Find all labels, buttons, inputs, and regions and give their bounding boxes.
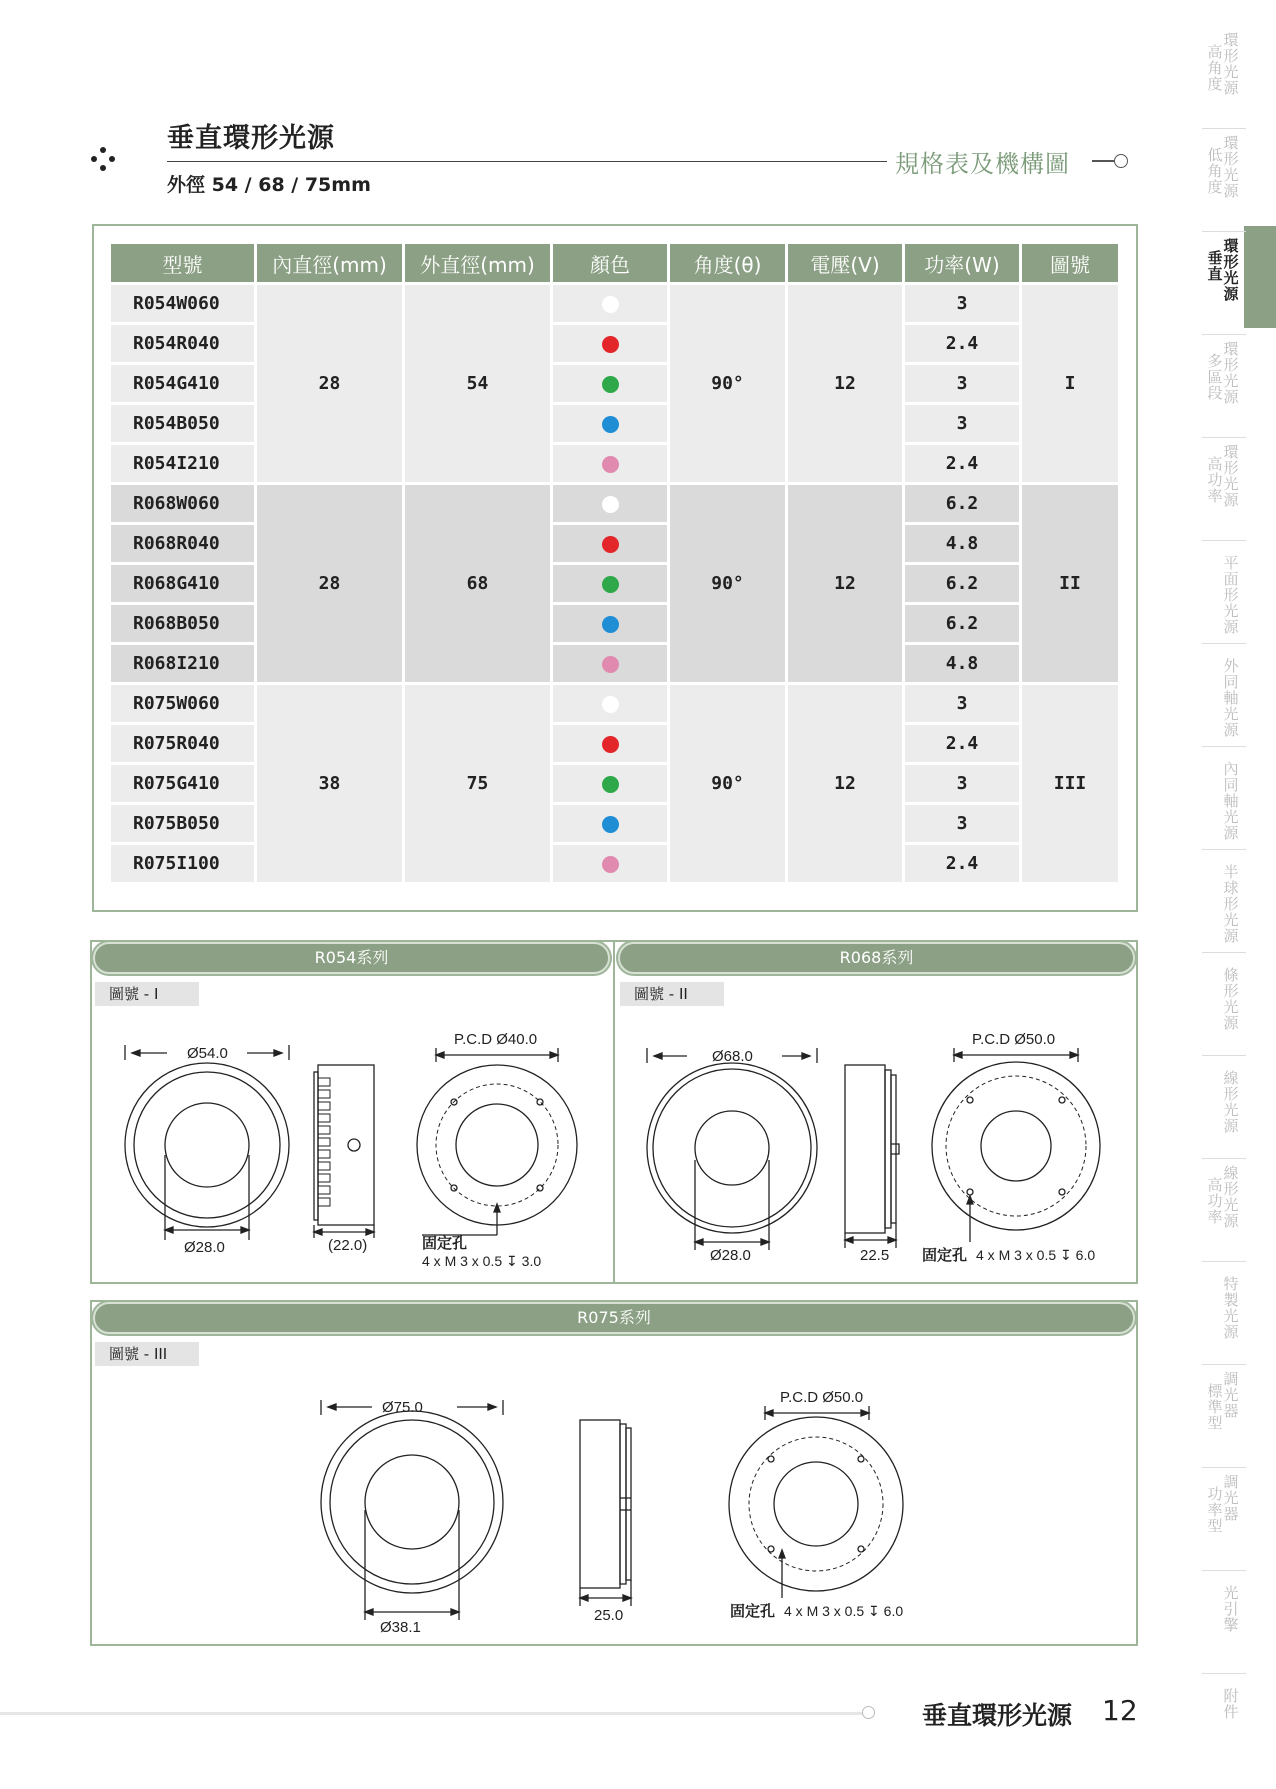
cell-power: 2.4 bbox=[905, 445, 1019, 482]
r054-back-ring bbox=[417, 1065, 577, 1225]
bullet-dots-icon bbox=[90, 146, 120, 176]
drawing-r068 bbox=[617, 1020, 1135, 1282]
color-dot-icon bbox=[602, 696, 619, 713]
cell-color bbox=[553, 605, 667, 642]
col-header-figure: 圖號 bbox=[1022, 244, 1118, 282]
cell-model: R075G410 bbox=[111, 765, 254, 802]
r075-outer-ring bbox=[321, 1411, 503, 1593]
tab-separator bbox=[1202, 643, 1246, 644]
tab-separator bbox=[1202, 334, 1246, 335]
figure-label-i: 圖號 - I bbox=[95, 982, 199, 1006]
tab-label-line: 標準型 bbox=[1207, 1382, 1223, 1432]
color-dot-icon bbox=[602, 416, 619, 433]
footer-dot-icon bbox=[862, 1706, 875, 1719]
cell-color bbox=[553, 325, 667, 362]
r075-outer-dim: Ø75.0 bbox=[382, 1399, 423, 1416]
cell-figure: III bbox=[1022, 685, 1118, 882]
col-header-power: 功率(W) bbox=[905, 244, 1019, 282]
cell-model: R075W060 bbox=[111, 685, 254, 722]
col-header-model: 型號 bbox=[111, 244, 254, 282]
cell-inner-diameter: 38 bbox=[257, 685, 402, 882]
tab-label-line: 外同軸光源 bbox=[1223, 657, 1239, 739]
footer-rule bbox=[0, 1712, 862, 1715]
cell-color bbox=[553, 285, 667, 322]
r068-side-dim: 22.5 bbox=[860, 1247, 890, 1264]
cell-color bbox=[553, 645, 667, 682]
cell-voltage: 12 bbox=[788, 685, 902, 882]
r068-outer-dim: Ø68.0 bbox=[712, 1048, 753, 1065]
r068-back-ring bbox=[932, 1062, 1100, 1230]
cell-model: R054G410 bbox=[111, 365, 254, 402]
cell-model: R075B050 bbox=[111, 805, 254, 842]
cell-model: R068W060 bbox=[111, 485, 254, 522]
tab-category-7[interactable] bbox=[1196, 753, 1268, 843]
section-rule bbox=[1092, 160, 1114, 162]
cell-model: R054W060 bbox=[111, 285, 254, 322]
cell-power: 3 bbox=[905, 285, 1019, 322]
col-header-inner: 內直徑(mm) bbox=[257, 244, 402, 282]
color-dot-icon bbox=[602, 496, 619, 513]
tab-separator bbox=[1202, 1261, 1246, 1262]
tab-label-line: 特製光源 bbox=[1223, 1275, 1239, 1341]
r075-back-ring bbox=[729, 1417, 903, 1591]
tab-category-1[interactable] bbox=[1196, 135, 1268, 225]
cell-power: 2.4 bbox=[905, 845, 1019, 882]
series-bar-r068: R068系列 bbox=[618, 942, 1135, 974]
cell-power: 2.4 bbox=[905, 325, 1019, 362]
cell-outer-diameter: 75 bbox=[405, 685, 550, 882]
tab-category-10[interactable] bbox=[1196, 1062, 1268, 1152]
tab-separator bbox=[1202, 540, 1246, 541]
col-header-voltage: 電壓(V) bbox=[788, 244, 902, 282]
r068-inner-ring bbox=[695, 1111, 769, 1185]
cell-power: 4.8 bbox=[905, 645, 1019, 682]
r075-hole-label: 固定孔 bbox=[730, 1603, 776, 1620]
r068-inner-dim: Ø28.0 bbox=[710, 1247, 751, 1264]
cell-color bbox=[553, 765, 667, 802]
color-dot-icon bbox=[602, 536, 619, 553]
r075-inner-dim: Ø38.1 bbox=[380, 1619, 421, 1636]
category-tabs bbox=[1196, 30, 1276, 1770]
page-subtitle: 外徑 54 / 68 / 75mm bbox=[167, 174, 371, 196]
tab-category-8[interactable] bbox=[1196, 856, 1268, 946]
tab-category-3[interactable] bbox=[1196, 341, 1268, 431]
col-header-color: 顏色 bbox=[553, 244, 667, 282]
r075-inner-ring bbox=[365, 1455, 459, 1549]
cell-model: R068B050 bbox=[111, 605, 254, 642]
series-bar-r054: R054系列 bbox=[93, 942, 610, 974]
tab-label-line: 調光器 bbox=[1223, 1473, 1239, 1523]
tab-category-9[interactable] bbox=[1196, 959, 1268, 1049]
tab-category-4[interactable] bbox=[1196, 444, 1268, 534]
cell-angle: 90° bbox=[670, 485, 785, 682]
tab-category-6[interactable] bbox=[1196, 650, 1268, 740]
tab-label-line: 線形光源 bbox=[1223, 1069, 1239, 1135]
table-row bbox=[111, 485, 1118, 522]
tab-category-12[interactable] bbox=[1196, 1268, 1268, 1358]
panel-divider bbox=[613, 940, 615, 1284]
tab-category-11[interactable] bbox=[1196, 1165, 1268, 1255]
cell-power: 2.4 bbox=[905, 725, 1019, 762]
tab-label-line: 高角度 bbox=[1207, 43, 1223, 93]
tab-separator bbox=[1202, 1467, 1246, 1468]
tab-separator bbox=[1202, 231, 1246, 232]
table-row bbox=[111, 285, 1118, 322]
r054-hole-spec: 4 x M 3 x 0.5 ↧ 3.0 bbox=[422, 1253, 542, 1269]
table-row bbox=[111, 685, 1118, 722]
tab-category-2[interactable] bbox=[1196, 238, 1268, 328]
r054-outer-ring bbox=[125, 1063, 289, 1227]
tab-label-line: 高功率 bbox=[1207, 1176, 1223, 1226]
color-dot-icon bbox=[602, 616, 619, 633]
tab-separator bbox=[1202, 1055, 1246, 1056]
r068-pcd: P.C.D Ø50.0 bbox=[972, 1031, 1056, 1048]
cell-model: R075I100 bbox=[111, 845, 254, 882]
r054-side-body bbox=[318, 1065, 374, 1225]
color-dot-icon bbox=[602, 336, 619, 353]
r068-hole-spec: 4 x M 3 x 0.5 ↧ 6.0 bbox=[976, 1247, 1096, 1263]
color-dot-icon bbox=[602, 856, 619, 873]
r054-pcd: P.C.D Ø40.0 bbox=[454, 1031, 538, 1048]
drawing-r075 bbox=[92, 1380, 1136, 1644]
tab-label-line: 光引擎 bbox=[1223, 1584, 1239, 1634]
tab-label-line: 平面形光源 bbox=[1223, 554, 1239, 636]
tab-label-line: 高功率 bbox=[1207, 455, 1223, 505]
cell-power: 3 bbox=[905, 805, 1019, 842]
cell-color bbox=[553, 565, 667, 602]
color-dot-icon bbox=[602, 776, 619, 793]
color-dot-icon bbox=[602, 816, 619, 833]
drawing-r054 bbox=[92, 1020, 612, 1282]
r075-pcd: P.C.D Ø50.0 bbox=[780, 1389, 864, 1406]
tab-label-line: 垂直 bbox=[1207, 249, 1223, 283]
r068-side-body bbox=[845, 1065, 885, 1233]
cell-power: 3 bbox=[905, 765, 1019, 802]
header-rule bbox=[167, 161, 887, 162]
tab-label-line: 多區段 bbox=[1207, 352, 1223, 402]
section-dot-icon bbox=[1114, 154, 1128, 168]
cell-model: R054I210 bbox=[111, 445, 254, 482]
tab-label-line: 功率型 bbox=[1207, 1485, 1223, 1535]
tab-category-5[interactable] bbox=[1196, 547, 1268, 637]
tab-label-line: 附件 bbox=[1223, 1687, 1239, 1721]
cell-color bbox=[553, 525, 667, 562]
tab-label-line: 環形光源 bbox=[1223, 340, 1239, 406]
cell-model: R054B050 bbox=[111, 405, 254, 442]
cell-power: 6.2 bbox=[905, 485, 1019, 522]
cell-model: R068I210 bbox=[111, 645, 254, 682]
cell-power: 4.8 bbox=[905, 525, 1019, 562]
cell-model: R068R040 bbox=[111, 525, 254, 562]
color-dot-icon bbox=[602, 656, 619, 673]
color-dot-icon bbox=[602, 376, 619, 393]
r068-hole-label: 固定孔 bbox=[922, 1247, 968, 1264]
tab-label-line: 內同軸光源 bbox=[1223, 760, 1239, 842]
tab-separator bbox=[1202, 1364, 1246, 1365]
cell-figure: II bbox=[1022, 485, 1118, 682]
color-dot-icon bbox=[602, 576, 619, 593]
tab-separator bbox=[1202, 1158, 1246, 1159]
tab-separator bbox=[1202, 1570, 1246, 1571]
cell-color bbox=[553, 685, 667, 722]
r054-inner-ring bbox=[165, 1103, 249, 1187]
cell-inner-diameter: 28 bbox=[257, 285, 402, 482]
figure-label-iii: 圖號 - III bbox=[95, 1342, 199, 1366]
tab-label-line: 線形光源 bbox=[1223, 1164, 1239, 1230]
cell-power: 3 bbox=[905, 405, 1019, 442]
tab-category-16[interactable] bbox=[1196, 1680, 1268, 1770]
color-dot-icon bbox=[602, 456, 619, 473]
tab-separator bbox=[1202, 849, 1246, 850]
cell-figure: I bbox=[1022, 285, 1118, 482]
page-number: 12 bbox=[1102, 1694, 1138, 1727]
r075-side-dim: 25.0 bbox=[594, 1607, 624, 1624]
cell-outer-diameter: 68 bbox=[405, 485, 550, 682]
cell-power: 3 bbox=[905, 685, 1019, 722]
cell-power: 3 bbox=[905, 365, 1019, 402]
tab-label-line: 環形光源 bbox=[1223, 237, 1239, 303]
cell-color bbox=[553, 725, 667, 762]
r054-inner-dim: Ø28.0 bbox=[184, 1239, 225, 1256]
r054-outer-dim: Ø54.0 bbox=[187, 1045, 228, 1062]
tab-label-line: 環形光源 bbox=[1223, 443, 1239, 509]
cell-color bbox=[553, 365, 667, 402]
tab-label-line: 低角度 bbox=[1207, 146, 1223, 196]
cell-angle: 90° bbox=[670, 685, 785, 882]
tab-label-line: 半球形光源 bbox=[1223, 863, 1239, 945]
cell-model: R075R040 bbox=[111, 725, 254, 762]
color-dot-icon bbox=[602, 296, 619, 313]
r054-ring-edge bbox=[134, 1072, 280, 1218]
page-title: 垂直環形光源 bbox=[167, 123, 335, 154]
tab-category-15[interactable] bbox=[1196, 1577, 1268, 1667]
r054-side-dim: (22.0) bbox=[328, 1237, 368, 1254]
cell-color bbox=[553, 805, 667, 842]
series-bar-r075: R075系列 bbox=[93, 1302, 1135, 1334]
cell-model: R054R040 bbox=[111, 325, 254, 362]
r054-hole-label: 固定孔 bbox=[422, 1235, 468, 1252]
cell-outer-diameter: 54 bbox=[405, 285, 550, 482]
cell-power: 6.2 bbox=[905, 605, 1019, 642]
cell-color bbox=[553, 485, 667, 522]
cell-inner-diameter: 28 bbox=[257, 485, 402, 682]
cell-color bbox=[553, 405, 667, 442]
color-dot-icon bbox=[602, 736, 619, 753]
section-title: 規格表及機構圖 bbox=[895, 150, 1070, 178]
r075-side-body bbox=[580, 1420, 620, 1588]
r068-outer-ring bbox=[647, 1063, 817, 1233]
tab-category-14[interactable] bbox=[1196, 1474, 1268, 1564]
tab-label-line: 環形光源 bbox=[1223, 134, 1239, 200]
spec-table bbox=[108, 241, 1121, 885]
figure-label-ii: 圖號 - II bbox=[620, 982, 724, 1006]
tab-category-0[interactable] bbox=[1196, 32, 1268, 122]
r075-hole-spec: 4 x M 3 x 0.5 ↧ 6.0 bbox=[784, 1603, 904, 1619]
cell-power: 6.2 bbox=[905, 565, 1019, 602]
tab-label-line: 環形光源 bbox=[1223, 31, 1239, 97]
cell-voltage: 12 bbox=[788, 285, 902, 482]
cell-angle: 90° bbox=[670, 285, 785, 482]
cell-voltage: 12 bbox=[788, 485, 902, 682]
col-header-angle: 角度(θ) bbox=[670, 244, 785, 282]
footer-title: 垂直環形光源 bbox=[922, 1701, 1073, 1730]
tab-separator bbox=[1202, 1673, 1246, 1674]
tab-label-line: 條形光源 bbox=[1223, 966, 1239, 1032]
cell-color bbox=[553, 845, 667, 882]
tab-separator bbox=[1202, 746, 1246, 747]
tab-label-line: 調光器 bbox=[1223, 1370, 1239, 1420]
cell-color bbox=[553, 445, 667, 482]
col-header-outer: 外直徑(mm) bbox=[405, 244, 550, 282]
tab-category-13[interactable] bbox=[1196, 1371, 1268, 1461]
tab-separator bbox=[1202, 437, 1246, 438]
cell-model: R068G410 bbox=[111, 565, 254, 602]
tab-separator bbox=[1202, 952, 1246, 953]
tab-separator bbox=[1202, 128, 1246, 129]
